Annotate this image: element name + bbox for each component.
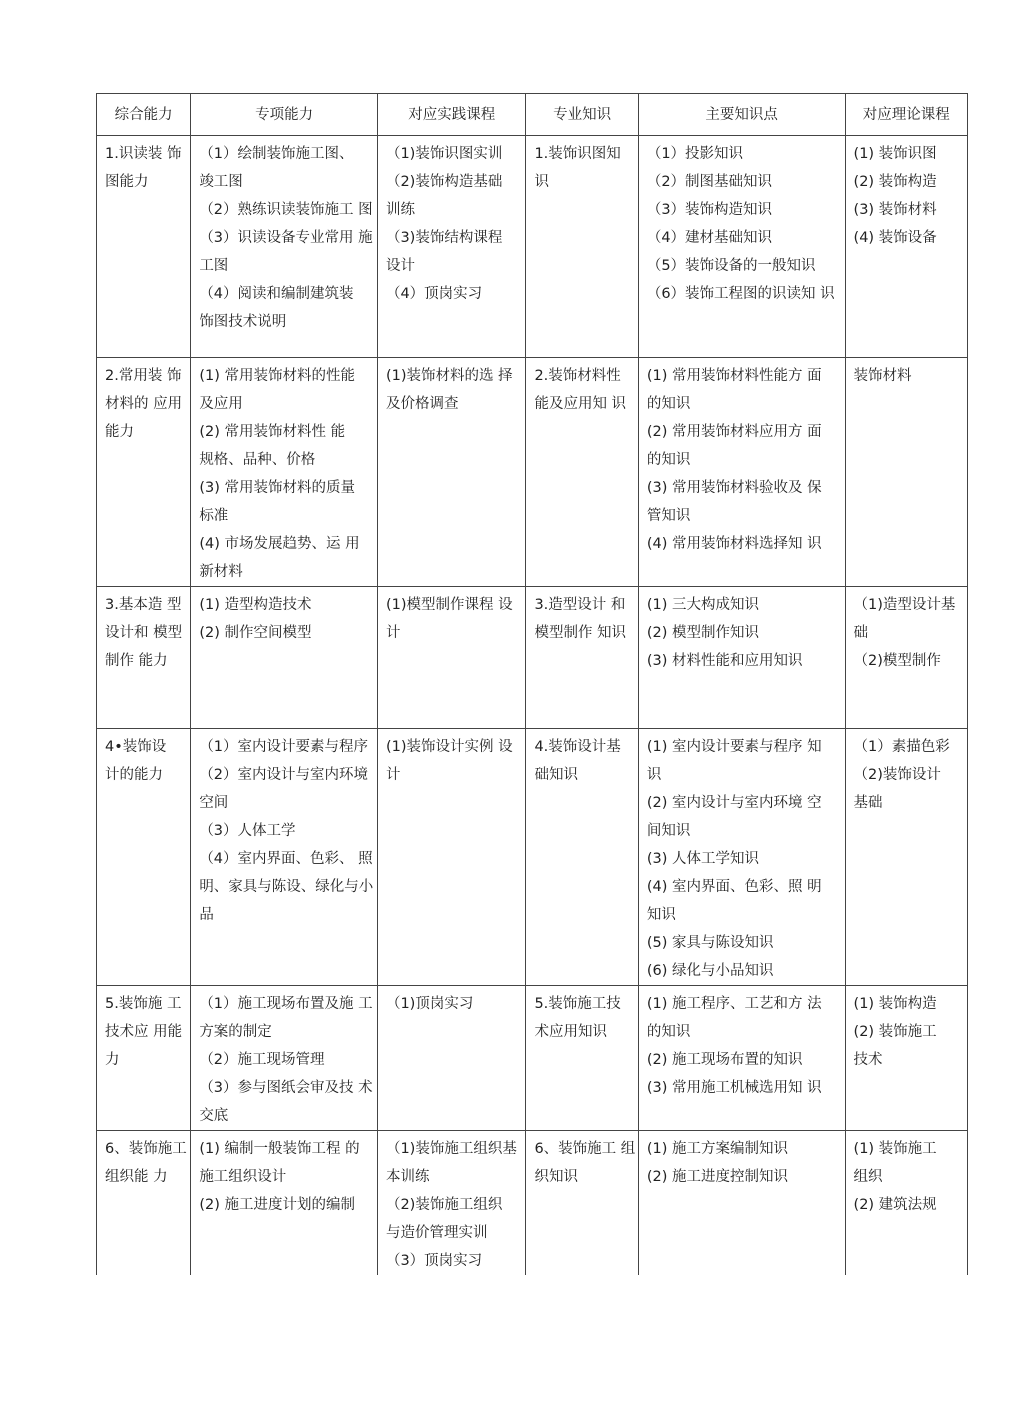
- cell-line: (2) 施工进度控制知识: [646, 1169, 788, 1185]
- cell-line: (1) 施工方案编制知识: [646, 1141, 788, 1157]
- cell-line: (1) 装饰施工: [853, 1141, 937, 1157]
- cell-line: （1）室内设计要素与程序: [199, 739, 369, 755]
- cell-points: [638, 1131, 845, 1276]
- cell-practice: [377, 587, 526, 729]
- table-row: [97, 986, 968, 1131]
- cell-line: （2)装饰设计: [853, 767, 941, 783]
- cell-line: （3）装饰构造知识: [646, 202, 773, 218]
- cell-line: (2) 装饰施工: [853, 1024, 937, 1040]
- cell-line: (3) 装饰材料: [853, 202, 937, 218]
- cell-line: (6) 绿化与小品知识: [646, 963, 774, 979]
- cell-line: 方案的制定: [199, 1024, 272, 1040]
- cell-line: 制作 能力: [105, 653, 168, 669]
- cell-line: 知识: [646, 907, 676, 923]
- cell-line: 与造价管理实训: [385, 1225, 488, 1241]
- cell-line: 新材料: [199, 564, 243, 580]
- cell-line: 的知识: [646, 396, 691, 412]
- cell-line: 1.识读装 饰: [105, 146, 182, 162]
- header-cell: 专业知识: [526, 94, 638, 136]
- cell-line: （2)模型制作: [853, 653, 941, 669]
- cell-line: （2)装饰施工组织: [385, 1197, 503, 1213]
- cell-line: （3）参与图纸会审及技 术: [199, 1080, 373, 1096]
- cell-line: 品: [199, 907, 214, 923]
- cell-line: (4) 常用装饰材料选择知 识: [646, 536, 822, 552]
- cell-knowledge: [526, 1131, 638, 1276]
- cell-special: [191, 1131, 378, 1276]
- cell-knowledge: [526, 136, 638, 358]
- cell-line: 3.造型设计 和: [534, 597, 626, 613]
- cell-line: (3) 人体工学知识: [646, 851, 759, 867]
- cell-line: 能及应用知 识: [534, 396, 627, 412]
- cell-line: （4）顶岗实习: [385, 286, 483, 302]
- cell-line: 计: [385, 767, 401, 783]
- cell-line: 装饰材料: [853, 368, 912, 384]
- cell-special: [191, 358, 378, 587]
- cell-line: 的知识: [646, 1024, 691, 1040]
- cell-line: （2)装饰构造基础: [385, 174, 503, 190]
- cell-line: (3) 常用装饰材料验收及 保: [646, 480, 822, 496]
- cell-line: 4•装饰设: [105, 739, 167, 755]
- cell-line: (1) 造型构造技术: [199, 597, 312, 613]
- header-row: [97, 94, 968, 136]
- cell-line: 规格、品种、价格: [199, 452, 316, 468]
- cell-line: 识: [646, 767, 662, 783]
- cell-line: 4.装饰设计基: [534, 739, 621, 755]
- cell-line: (1) 编制一般装饰工程 的: [199, 1141, 360, 1157]
- cell-line: 技术应 用能: [105, 1024, 183, 1040]
- cell-line: （3)装饰结构课程: [385, 230, 503, 246]
- cell-theory: [845, 358, 967, 587]
- cell-knowledge: [526, 729, 638, 986]
- cell-ability: [97, 986, 191, 1131]
- cell-line: （1）绘制装饰施工图、: [199, 146, 354, 162]
- cell-ability: [97, 358, 191, 587]
- cell-line: 设计: [385, 258, 415, 274]
- cell-line: 3.基本造 型: [105, 597, 182, 613]
- cell-points: [638, 587, 845, 729]
- cell-line: (4) 装饰设备: [853, 230, 937, 246]
- cell-line: 标准: [199, 508, 229, 524]
- cell-line: （4）阅读和编制建筑装: [199, 286, 354, 302]
- cell-line: 织知识: [534, 1169, 578, 1185]
- cell-line: (1) 常用装饰材料的性能: [199, 368, 355, 384]
- cell-line: (4) 室内界面、色彩、照 明: [646, 879, 822, 895]
- header-cell: 对应理论课程: [845, 94, 967, 136]
- cell-special: [191, 986, 378, 1131]
- cell-line: (2) 装饰构造: [853, 174, 937, 190]
- cell-line: (2) 常用装饰材料应用方 面: [646, 424, 822, 440]
- cell-line: 竣工图: [199, 174, 243, 190]
- cell-line: (1) 室内设计要素与程序 知: [646, 739, 822, 755]
- cell-line: (1) 施工程序、工艺和方 法: [646, 996, 822, 1012]
- cell-theory: [845, 1131, 967, 1276]
- cell-line: 5.装饰施工技: [534, 996, 621, 1012]
- cell-knowledge: [526, 358, 638, 587]
- cell-line: 工图: [199, 258, 229, 274]
- cell-line: （4）室内界面、色彩、 照: [199, 851, 373, 867]
- cell-line: 管知识: [646, 508, 691, 524]
- cell-line: 计: [385, 625, 401, 641]
- cell-practice: [377, 1131, 526, 1276]
- cell-line: （2）施工现场管理: [199, 1052, 325, 1068]
- cell-line: （2）室内设计与室内环境: [199, 767, 369, 783]
- cell-line: (1) 三大构成知识: [646, 597, 759, 613]
- cell-line: (2) 建筑法规: [853, 1197, 937, 1213]
- cell-knowledge: [526, 986, 638, 1131]
- curriculum-table: [96, 93, 968, 1275]
- table-row: [97, 1131, 968, 1276]
- cell-line: （1)装饰施工组织基: [385, 1141, 517, 1157]
- cell-line: (3) 常用施工机械选用知 识: [646, 1080, 822, 1096]
- cell-line: (2) 模型制作知识: [646, 625, 759, 641]
- cell-line: （5）装饰设备的一般知识: [646, 258, 816, 274]
- cell-ability: [97, 729, 191, 986]
- cell-line: (1)装饰材料的选 择: [385, 368, 513, 384]
- cell-line: 及应用: [199, 396, 243, 412]
- table-row: [97, 136, 968, 358]
- cell-special: [191, 587, 378, 729]
- cell-points: [638, 358, 845, 587]
- cell-line: 识: [534, 174, 549, 190]
- cell-line: 本训练: [385, 1169, 430, 1185]
- cell-line: (4) 市场发展趋势、运 用: [199, 536, 360, 552]
- table-row: [97, 587, 968, 729]
- cell-line: （2）制图基础知识: [646, 174, 773, 190]
- header-cell: 对应实践课程: [377, 94, 526, 136]
- cell-theory: [845, 587, 967, 729]
- cell-special: [191, 136, 378, 358]
- cell-line: 2.常用装 饰: [105, 368, 182, 384]
- cell-line: (2) 施工进度计划的编制: [199, 1197, 355, 1213]
- cell-line: 基础: [853, 795, 883, 811]
- cell-line: (2) 常用装饰材料性 能: [199, 424, 346, 440]
- cell-line: 及价格调查: [385, 396, 459, 412]
- cell-line: （1)顶岗实习: [385, 996, 474, 1012]
- cell-line: (3) 材料性能和应用知识: [646, 653, 803, 669]
- cell-line: 计的能力: [105, 767, 163, 783]
- cell-line: （1）施工现场布置及施 工: [199, 996, 373, 1012]
- cell-special: [191, 729, 378, 986]
- cell-line: （1）素描色彩: [853, 739, 950, 755]
- cell-practice: [377, 729, 526, 986]
- cell-line: (1)模型制作课程 设: [385, 597, 513, 613]
- header-cell: 专项能力: [191, 94, 378, 136]
- cell-line: 交底: [199, 1108, 229, 1124]
- cell-line: (3) 常用装饰材料的质量: [199, 480, 355, 496]
- cell-line: 技术: [853, 1052, 883, 1068]
- cell-theory: [845, 986, 967, 1131]
- cell-line: 的知识: [646, 452, 691, 468]
- cell-line: (1) 装饰识图: [853, 146, 937, 162]
- cell-line: 力: [105, 1052, 120, 1068]
- cell-line: (2) 室内设计与室内环境 空: [646, 795, 822, 811]
- cell-line: 术应用知识: [534, 1024, 607, 1040]
- cell-line: 组织: [853, 1169, 883, 1185]
- cell-line: (1) 装饰构造: [853, 996, 937, 1012]
- cell-line: (2) 制作空间模型: [199, 625, 312, 641]
- cell-line: （1)装饰识图实训: [385, 146, 503, 162]
- cell-line: 图能力: [105, 174, 149, 190]
- cell-line: 空间: [199, 795, 229, 811]
- header-cell: 综合能力: [97, 94, 191, 136]
- cell-line: 材料的 应用: [105, 396, 183, 412]
- cell-line: 模型制作 知识: [534, 625, 627, 641]
- cell-line: 能力: [105, 424, 134, 440]
- cell-line: （4）建材基础知识: [646, 230, 773, 246]
- cell-line: （3）顶岗实习: [385, 1253, 483, 1269]
- cell-line: 明、家具与陈设、绿化与小: [199, 879, 374, 895]
- cell-theory: [845, 136, 967, 358]
- cell-line: 础: [853, 625, 869, 641]
- table-row: [97, 729, 968, 986]
- cell-practice: [377, 986, 526, 1131]
- cell-practice: [377, 358, 526, 587]
- cell-line: 1.装饰识图知: [534, 146, 621, 162]
- cell-line: 础知识: [534, 767, 578, 783]
- cell-line: 6、装饰施工: [105, 1141, 187, 1157]
- cell-theory: [845, 729, 967, 986]
- cell-line: 6、装饰施工 组: [534, 1141, 636, 1157]
- cell-knowledge: [526, 587, 638, 729]
- cell-points: [638, 136, 845, 358]
- cell-line: (1) 常用装饰材料性能方 面: [646, 368, 822, 384]
- cell-line: 2.装饰材料性: [534, 368, 621, 384]
- cell-points: [638, 986, 845, 1131]
- cell-line: （3）识读设备专业常用 施: [199, 230, 373, 246]
- cell-line: 设计和 模型: [105, 625, 183, 641]
- table-row: [97, 358, 968, 587]
- cell-line: （2）熟练识读装饰施工 图: [199, 202, 373, 218]
- cell-line: 间知识: [646, 823, 691, 839]
- cell-line: 训练: [385, 202, 415, 218]
- cell-line: 饰图技术说明: [199, 314, 287, 330]
- cell-line: 5.装饰施 工: [105, 996, 182, 1012]
- cell-line: (1)装饰设计实例 设: [385, 739, 513, 755]
- cell-line: (5) 家具与陈设知识: [646, 935, 774, 951]
- cell-points: [638, 729, 845, 986]
- cell-ability: [97, 1131, 191, 1276]
- cell-line: 组织能 力: [105, 1169, 168, 1185]
- cell-practice: [377, 136, 526, 358]
- cell-ability: [97, 587, 191, 729]
- header-cell: 主要知识点: [638, 94, 845, 136]
- cell-line: （1)造型设计基: [853, 597, 956, 613]
- cell-line: （6）装饰工程图的识读知 识: [646, 286, 835, 302]
- cell-line: (2) 施工现场布置的知识: [646, 1052, 803, 1068]
- cell-line: 施工组织设计: [199, 1169, 287, 1185]
- cell-line: （1）投影知识: [646, 146, 744, 162]
- cell-ability: [97, 136, 191, 358]
- cell-line: （3）人体工学: [199, 823, 296, 839]
